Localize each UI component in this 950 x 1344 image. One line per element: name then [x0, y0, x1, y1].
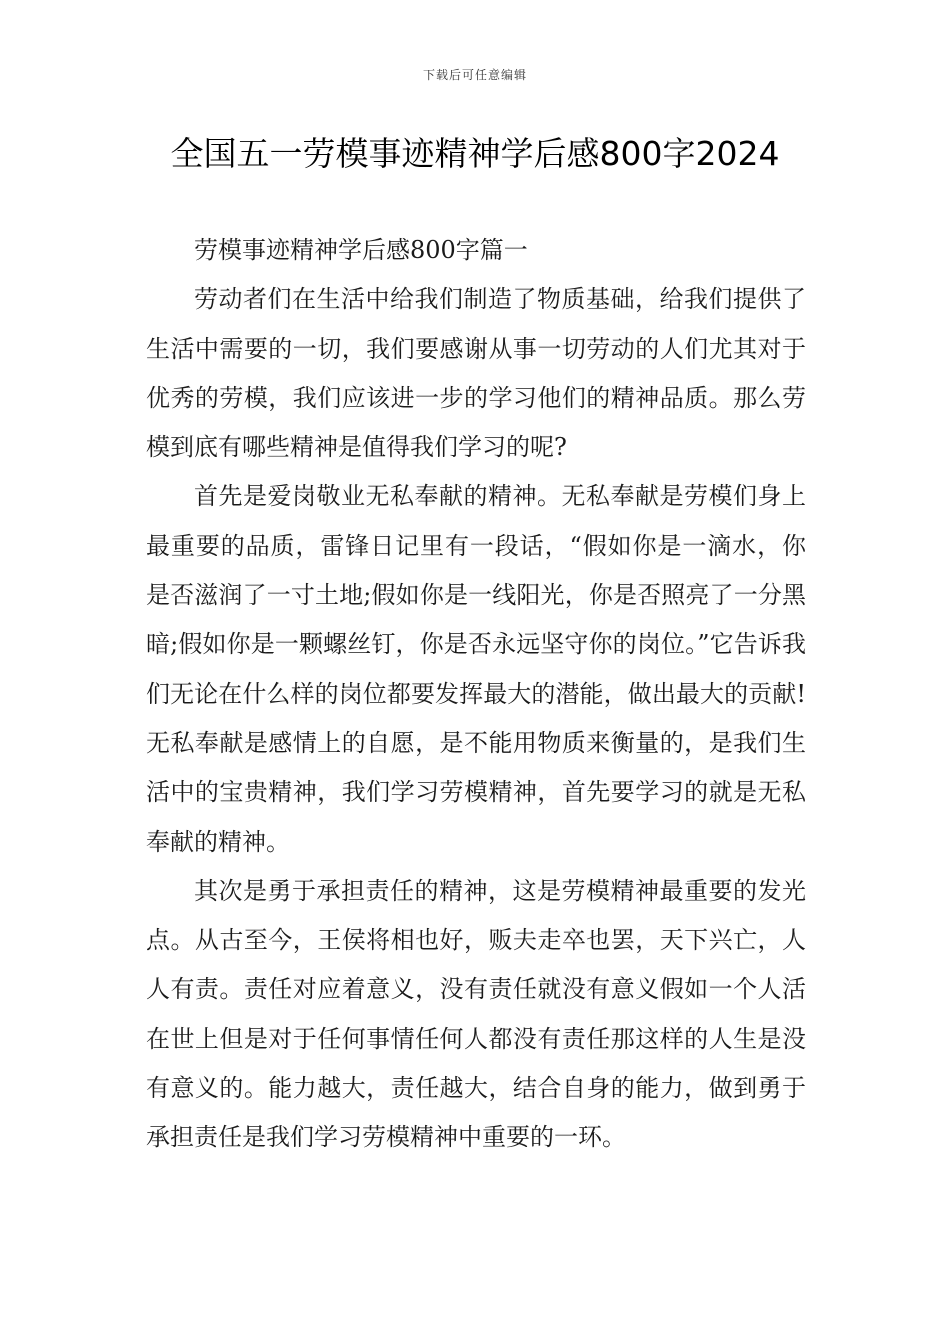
- document-title: 全国五一劳模事迹精神学后感800字2024: [170, 134, 780, 173]
- paragraph-2: 首先是爱岗敬业无私奉献的精神。无私奉献是劳模们身上最重要的品质，雷锋日记里有一段话，“假如你是一滴水，你是否滋润了一寸土地;假如你是一线阳光，你是否照亮了一分黑暗;假如你是一颗螺丝钉，你是否永远坚守你的岗位。”它告诉我们无论在什么样的岗位都要发挥最大的潜能，做出最大的贡献!无私奉献是感情上的自愿，是不能用物质来衡量的，是我们生活中的宝贵精神，我们学习劳模精神，首先要学习的就是无私奉献的精神。: [146, 482, 806, 856]
- section-heading: 劳模事迹精神学后感800字篇一: [194, 236, 528, 264]
- header-note: 下载后可任意编辑: [422, 68, 527, 82]
- document-body: [146, 226, 806, 1163]
- paragraph-3: 其次是勇于承担责任的精神，这是劳模精神最重要的发光点。从古至今，王侯将相也好，贩夫走卒也罢，天下兴亡，人人有责。责任对应着意义，没有责任就没有意义假如一个人活在世上但是对于任何事情任何人都没有责任那这样的人生是没有意义的。能力越大，责任越大，结合自身的能力，做到勇于承担责任是我们学习劳模精神中重要的一环。: [146, 876, 806, 1152]
- paragraph-1: 劳动者们在生活中给我们制造了物质基础，给我们提供了生活中需要的一切，我们要感谢从事一切劳动的人们尤其对于优秀的劳模，我们应该进一步的学习他们的精神品质。那么劳模到底有哪些精神是值得我们学习的呢?: [146, 285, 806, 462]
